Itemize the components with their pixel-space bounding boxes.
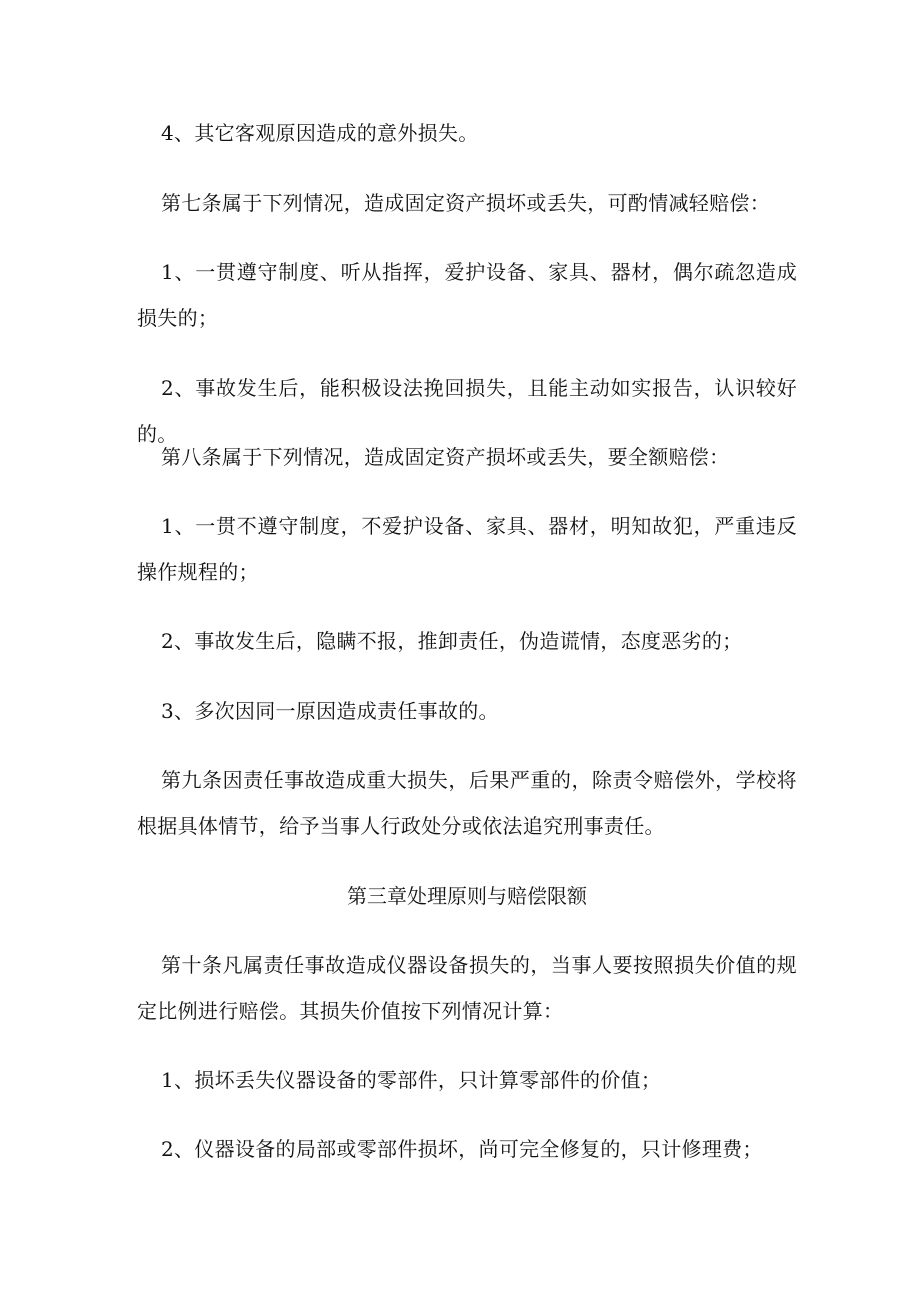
paragraph-article-8-item-1: 1、一贯不遵守制度，不爱护设备、家具、器材，明知故犯，严重违反操作规程的；: [137, 514, 797, 584]
paragraph-article-7-item-2: 2、事故发生后，能积极设法挽回损失，且能主动如实报告，认识较好的。: [137, 376, 797, 446]
paragraph-article-7: 第七条属于下列情况，造成固定资产损坏或丢失，可酌情减轻赔偿：: [161, 191, 770, 215]
paragraph-item-4-objective-causes: 4、其它客观原因造成的意外损失。: [161, 121, 479, 145]
paragraph-article-10-item-2: 2、仪器设备的局部或零部件损坏，尚可完全修复的，只计修理费；: [161, 1137, 763, 1161]
paragraph-article-10-item-1: 1、损坏丢失仪器设备的零部件，只计算零部件的价值；: [161, 1068, 662, 1092]
chapter-heading: 第三章处理原则与赔偿限额: [347, 884, 587, 908]
paragraph-article-8-item-3: 3、多次因同一原因造成责任事故的。: [161, 699, 499, 723]
paragraph-article-10: 第十条凡属责任事故造成仪器设备损失的，当事人要按照损失价值的规定比例进行赔偿。其损失价值按下列情况计算：: [137, 953, 797, 1023]
paragraph-article-9: 第九条因责任事故造成重大损失，后果严重的，除责令赔偿外，学校将根据具体情节，给予当事人行政处分或依法追究刑事责任。: [137, 768, 797, 838]
paragraph-article-8: 第八条属于下列情况，造成固定资产损坏或丢失，要全额赔偿：: [161, 445, 730, 469]
paragraph-article-8-item-2: 2、事故发生后，隐瞒不报，推卸责任，伪造谎情，态度恶劣的；: [161, 629, 743, 653]
paragraph-article-7-item-1: 1、一贯遵守制度、听从指挥，爱护设备、家具、器材，偶尔疏忽造成损失的；: [137, 260, 797, 330]
